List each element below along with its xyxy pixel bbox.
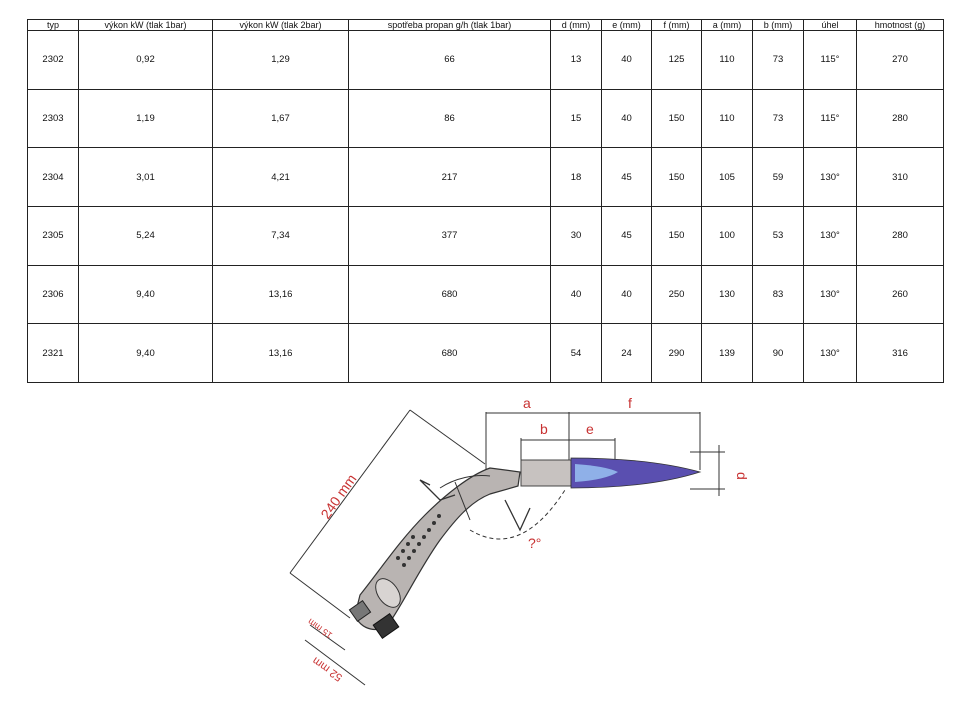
table-cell: 377 [349, 206, 551, 265]
table-cell: 1,29 [213, 31, 349, 90]
table-cell: 2303 [28, 89, 79, 148]
table-cell: 150 [652, 206, 702, 265]
header-consumption: spotřeba propan g/h (tlak 1bar) [349, 20, 551, 31]
header-f: f (mm) [652, 20, 702, 31]
table-cell: 280 [857, 206, 944, 265]
table-cell: 2304 [28, 148, 79, 207]
table-cell: 270 [857, 31, 944, 90]
table-cell: 7,34 [213, 206, 349, 265]
header-typ: typ [28, 20, 79, 31]
table-cell: 110 [702, 89, 753, 148]
table-cell: 24 [602, 324, 652, 383]
label-f: f [628, 395, 632, 411]
table-cell: 15 [551, 89, 602, 148]
table-cell: 680 [349, 324, 551, 383]
table-row [28, 31, 944, 90]
torch-diagram [0, 390, 960, 720]
table-row [28, 206, 944, 265]
label-a: a [523, 395, 531, 411]
table-cell: 66 [349, 31, 551, 90]
table-cell: 5,24 [79, 206, 213, 265]
table-cell: 150 [652, 148, 702, 207]
table-cell: 73 [753, 89, 804, 148]
table-cell: 290 [652, 324, 702, 383]
table-cell: 73 [753, 31, 804, 90]
table-cell: 86 [349, 89, 551, 148]
table-cell: 310 [857, 148, 944, 207]
table-cell: 59 [753, 148, 804, 207]
torch-body [349, 468, 530, 638]
table-cell: 1,19 [79, 89, 213, 148]
table-cell: 100 [702, 206, 753, 265]
table-cell: 130 [702, 265, 753, 324]
table-cell: 45 [602, 206, 652, 265]
table-cell: 40 [602, 89, 652, 148]
table-cell: 2302 [28, 31, 79, 90]
label-e: e [586, 421, 594, 437]
table-cell: 9,40 [79, 265, 213, 324]
nozzle-tube [521, 460, 571, 486]
label-d: d [734, 472, 750, 480]
header-e: e (mm) [602, 20, 652, 31]
table-cell: 54 [551, 324, 602, 383]
table-cell: 2306 [28, 265, 79, 324]
label-length: 240 mm [317, 471, 360, 522]
header-angle: úhel [804, 20, 857, 31]
label-b: b [540, 421, 548, 437]
header-power-2bar: výkon kW (tlak 2bar) [213, 20, 349, 31]
table-cell: 9,40 [79, 324, 213, 383]
table-cell: 2305 [28, 206, 79, 265]
table-cell: 40 [602, 31, 652, 90]
table-cell: 18 [551, 148, 602, 207]
table-cell: 139 [702, 324, 753, 383]
label-angle: ?° [528, 535, 542, 551]
table-cell: 83 [753, 265, 804, 324]
table-cell: 40 [551, 265, 602, 324]
table-cell: 13 [551, 31, 602, 90]
label-width: 52 mm [310, 654, 345, 684]
table-cell: 130° [804, 206, 857, 265]
table-cell: 130° [804, 324, 857, 383]
table-cell: 2321 [28, 324, 79, 383]
table-cell: 4,21 [213, 148, 349, 207]
spec-table [27, 19, 944, 383]
label-small: 15 mm [305, 616, 335, 641]
table-cell: 130° [804, 148, 857, 207]
table-cell: 30 [551, 206, 602, 265]
table-cell: 115° [804, 31, 857, 90]
table-cell: 53 [753, 206, 804, 265]
table-cell: 45 [602, 148, 652, 207]
table-cell: 130° [804, 265, 857, 324]
header-weight: hmotnost (g) [857, 20, 944, 31]
table-cell: 316 [857, 324, 944, 383]
table-cell: 115° [804, 89, 857, 148]
table-cell: 3,01 [79, 148, 213, 207]
table-cell: 0,92 [79, 31, 213, 90]
table-cell: 280 [857, 89, 944, 148]
table-cell: 1,67 [213, 89, 349, 148]
table-row [28, 265, 944, 324]
header-a: a (mm) [702, 20, 753, 31]
table-row [28, 148, 944, 207]
table-cell: 105 [702, 148, 753, 207]
table-cell: 90 [753, 324, 804, 383]
header-b: b (mm) [753, 20, 804, 31]
table-cell: 110 [702, 31, 753, 90]
table-cell: 680 [349, 265, 551, 324]
table-cell: 13,16 [213, 324, 349, 383]
table-header-row [28, 20, 944, 31]
header-d: d (mm) [551, 20, 602, 31]
header-power-1bar: výkon kW (tlak 1bar) [79, 20, 213, 31]
table-cell: 40 [602, 265, 652, 324]
table-cell: 217 [349, 148, 551, 207]
table-row [28, 324, 944, 383]
table-cell: 13,16 [213, 265, 349, 324]
table-cell: 260 [857, 265, 944, 324]
table-cell: 150 [652, 89, 702, 148]
table-cell: 125 [652, 31, 702, 90]
table-cell: 250 [652, 265, 702, 324]
table-row [28, 89, 944, 148]
